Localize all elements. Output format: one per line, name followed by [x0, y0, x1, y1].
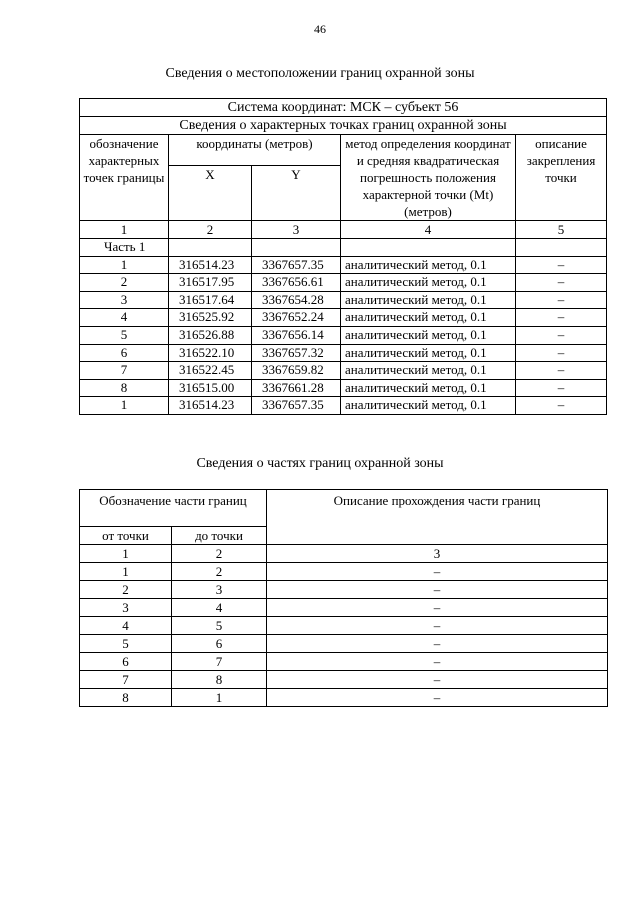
column-number: 2 — [172, 545, 267, 563]
part-description: – — [267, 635, 608, 653]
coord-x: 316525.92 — [169, 309, 252, 327]
part-description: – — [267, 689, 608, 707]
point-number: 5 — [80, 326, 169, 344]
section1-title: Сведения о местоположении границ охранной зоны — [165, 66, 475, 81]
method: аналитический метод, 0.1 — [341, 326, 516, 344]
method: аналитический метод, 0.1 — [341, 291, 516, 309]
coord-x: 316526.88 — [169, 326, 252, 344]
coord-y: 3367654.28 — [252, 291, 341, 309]
coord-y: 3367661.28 — [252, 379, 341, 397]
coord-x: 316517.95 — [169, 274, 252, 292]
header-part-designation: Обозначение части границ — [80, 490, 267, 527]
header-from-point: от точки — [80, 527, 172, 545]
table-row — [80, 309, 607, 327]
point-description: – — [516, 362, 607, 380]
from-point: 5 — [80, 635, 172, 653]
header-coords: координаты (метров) — [169, 135, 341, 166]
point-description: – — [516, 344, 607, 362]
method: аналитический метод, 0.1 — [341, 397, 516, 415]
point-description: – — [516, 397, 607, 415]
table-row — [80, 397, 607, 415]
method: аналитический метод, 0.1 — [341, 344, 516, 362]
to-point: 2 — [172, 563, 267, 581]
table-row — [80, 362, 607, 380]
page-number: 46 — [314, 22, 326, 36]
coord-x: 316515.00 — [169, 379, 252, 397]
point-description: – — [516, 309, 607, 327]
table-row — [80, 581, 608, 599]
point-number: 3 — [80, 291, 169, 309]
coord-y: 3367652.24 — [252, 309, 341, 327]
to-point: 5 — [172, 617, 267, 635]
column-number: 4 — [341, 221, 516, 239]
table-row — [80, 617, 608, 635]
point-number: 1 — [80, 256, 169, 274]
part-description: – — [267, 617, 608, 635]
method: аналитический метод, 0.1 — [341, 309, 516, 327]
method: аналитический метод, 0.1 — [341, 379, 516, 397]
from-point: 6 — [80, 653, 172, 671]
header-x: X — [169, 166, 252, 221]
table-row — [80, 599, 608, 617]
part-description: – — [267, 599, 608, 617]
table-row — [80, 563, 608, 581]
point-description: – — [516, 379, 607, 397]
header-designation: обозначение характерных точек границы — [80, 135, 169, 221]
coord-x: 316517.64 — [169, 291, 252, 309]
coord-y: 3367657.32 — [252, 344, 341, 362]
coord-y: 3367657.35 — [252, 256, 341, 274]
table-row — [80, 326, 607, 344]
from-point: 2 — [80, 581, 172, 599]
from-point: 3 — [80, 599, 172, 617]
to-point: 8 — [172, 671, 267, 689]
points-subtitle: Сведения о характерных точках границ охранной зоны — [80, 117, 607, 135]
coord-y: 3367656.14 — [252, 326, 341, 344]
point-number: 8 — [80, 379, 169, 397]
table-row — [80, 689, 608, 707]
from-point: 1 — [80, 563, 172, 581]
part-description: – — [267, 671, 608, 689]
to-point: 7 — [172, 653, 267, 671]
header-to-point: до точки — [172, 527, 267, 545]
table-row — [80, 653, 608, 671]
point-number: 4 — [80, 309, 169, 327]
header-method: метод определения координат и средняя квадратическая погрешность положения характерной точки (Мt) (метров) — [341, 135, 516, 221]
to-point: 3 — [172, 581, 267, 599]
column-number: 1 — [80, 221, 169, 239]
from-point: 4 — [80, 617, 172, 635]
coord-y: 3367659.82 — [252, 362, 341, 380]
coord-x: 316514.23 — [169, 397, 252, 415]
boundary-parts-table — [79, 489, 608, 707]
column-number: 5 — [516, 221, 607, 239]
point-description: – — [516, 256, 607, 274]
coord-x: 316522.10 — [169, 344, 252, 362]
table-row — [80, 671, 608, 689]
column-number: 1 — [80, 545, 172, 563]
point-number: 2 — [80, 274, 169, 292]
to-point: 6 — [172, 635, 267, 653]
table-row — [80, 635, 608, 653]
column-number: 3 — [267, 545, 608, 563]
table-row — [80, 274, 607, 292]
coord-x: 316522.45 — [169, 362, 252, 380]
part-description: – — [267, 653, 608, 671]
column-number: 2 — [169, 221, 252, 239]
coordinate-system: Система координат: МСК – субъект 56 — [80, 99, 607, 117]
header-description: описание закрепления точки — [516, 135, 607, 221]
to-point: 1 — [172, 689, 267, 707]
point-number: 6 — [80, 344, 169, 362]
point-description: – — [516, 291, 607, 309]
coord-y: 3367656.61 — [252, 274, 341, 292]
point-number: 1 — [80, 397, 169, 415]
table-row — [80, 291, 607, 309]
to-point: 4 — [172, 599, 267, 617]
section2-title: Сведения о частях границ охранной зоны — [196, 456, 444, 471]
from-point: 8 — [80, 689, 172, 707]
part-description: – — [267, 563, 608, 581]
header-y: Y — [252, 166, 341, 221]
method: аналитический метод, 0.1 — [341, 362, 516, 380]
point-description: – — [516, 274, 607, 292]
column-number: 3 — [252, 221, 341, 239]
header-part-description: Описание прохождения части границ — [267, 490, 608, 545]
method: аналитический метод, 0.1 — [341, 256, 516, 274]
point-description: – — [516, 326, 607, 344]
point-number: 7 — [80, 362, 169, 380]
table-row — [80, 344, 607, 362]
boundary-points-table — [79, 98, 607, 415]
part-label: Часть 1 — [80, 239, 169, 257]
part-description: – — [267, 581, 608, 599]
table-row — [80, 256, 607, 274]
from-point: 7 — [80, 671, 172, 689]
coord-y: 3367657.35 — [252, 397, 341, 415]
method: аналитический метод, 0.1 — [341, 274, 516, 292]
table-row — [80, 379, 607, 397]
coord-x: 316514.23 — [169, 256, 252, 274]
